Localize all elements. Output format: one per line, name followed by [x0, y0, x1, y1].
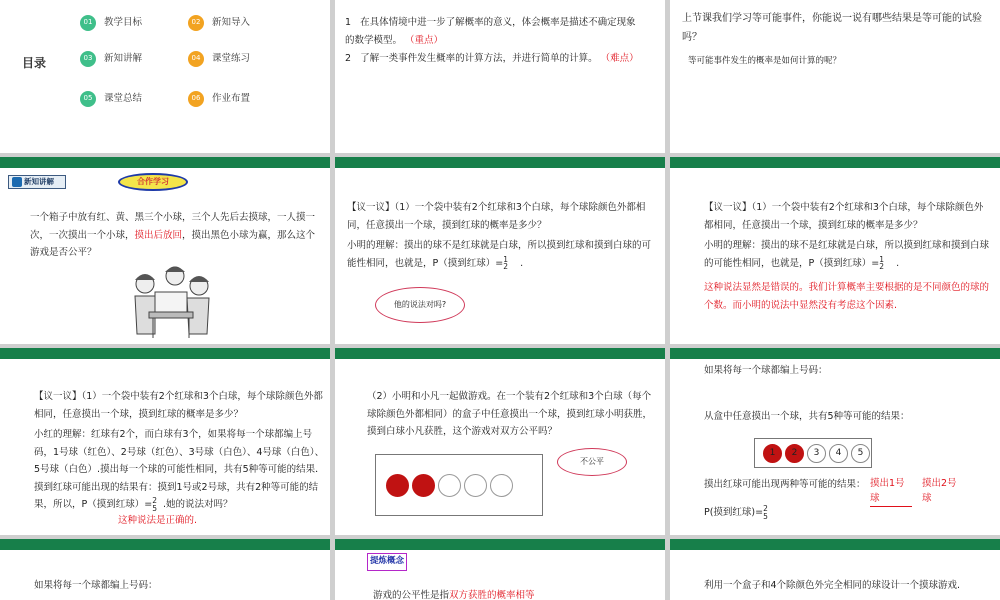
slide-header-bar [0, 157, 330, 168]
xiaohong-answer [34, 426, 326, 514]
toc-item-04[interactable] [188, 50, 250, 68]
discussion-question: 【议一议】（1）一个袋中装有2个红球和3个白球，每个球除颜色外都相同，任意摸出一个球，摸到红球的概率是多少？ [347, 202, 646, 231]
slide-header-bar [670, 539, 1000, 550]
slide-8-game[interactable] [335, 348, 665, 535]
answer-text: 小红的理解：红球有2个，而白球有3个，如果将每一个球都编上号码，1号球（红色）、2号球（红色）、3号球（白色）、4号球（白色）、5号球（白色）.摸出每一个球的可能性相同，共有5种等可能的结果．摸到红球可能出现的结果有：摸到1号或2号球，共有2种等可能的结果，所以，P（摸到红球）= [34, 429, 325, 511]
game-question: （2）小明和小凡一起做游戏。在一个装有2个红球和3个白球（每个球除颜色外都相同）的盒子中任意摸出一个球，摸到红球小明获胜，摸到白球小凡获胜，这个游戏对双方公平吗？ [367, 391, 653, 438]
answer-tail: .她的说法对吗？ [163, 499, 233, 511]
numbering-line-2: 从盒中任意摸出一个球，共有5种等可能的结果： [704, 411, 910, 422]
toc-num-05: 05 [80, 91, 96, 107]
goal-2-tag: （难点） [600, 53, 639, 64]
ball-2: 2 [785, 444, 804, 463]
slide-1-toc[interactable] [0, 0, 330, 153]
slide-11-concept[interactable] [335, 539, 665, 600]
fraction [879, 256, 884, 271]
thought-cloud: 不公平 [557, 448, 627, 476]
toc-num-01: 01 [80, 15, 96, 31]
answer-text: 小明的理解：摸出的球不是红球就是白球，所以摸到红球和摸到白球的可能性相同，也就是，P（摸到红球）= [704, 240, 990, 269]
badge-label: 新知讲解 [24, 177, 54, 187]
goal-1-tag: （重点） [405, 34, 444, 46]
toc-label: 新知导入 [212, 17, 251, 28]
fraction [503, 256, 508, 271]
toc-title: 目录 [22, 56, 47, 70]
red-ball [412, 474, 435, 497]
ball-4: 4 [829, 444, 848, 463]
red-ball [386, 474, 409, 497]
toc-label: 教学目标 [104, 17, 143, 28]
white-ball [464, 474, 487, 497]
p-label: P(摸到红球)= [704, 507, 764, 518]
new-knowledge-badge [8, 175, 66, 189]
xiaoming-answer [347, 237, 652, 272]
toc-label: 作业布置 [212, 93, 251, 104]
correction-note: 这种说法显然是错误的。我们计算概率主要根据的是不同颜色的球的个数。而小明的说法中显然没有考虑这个因素. [704, 282, 990, 311]
problem-part-b: ，摸出黑色小球为赢，那么这个游戏是否公平？ [30, 229, 316, 259]
slide-header-bar [670, 348, 1000, 359]
fairness-definition [373, 587, 535, 600]
fraction [763, 505, 768, 520]
fraction-denominator: 5 [763, 511, 768, 521]
toc-label: 课堂练习 [212, 53, 251, 64]
fraction-numerator: 1 [503, 254, 508, 264]
thought-cloud: 他的说法对吗? [375, 287, 465, 323]
intro-question: 上节课我们学习等可能事件，你能说一说有哪些结果是等可能的试验吗？ [682, 13, 982, 43]
ball-1: 1 [763, 444, 782, 463]
numbering-line-1: 如果将每一个球都编上号码： [704, 365, 828, 376]
numbering-line-3: 摸出红球可能出现两种等可能的结果： [704, 479, 866, 490]
slide-2-goals[interactable] [335, 0, 665, 153]
design-task: 利用一个盒子和4个除颜色外完全相同的球设计一个摸球游戏. [704, 580, 961, 591]
white-ball [490, 474, 513, 497]
toc-label: 课堂总结 [104, 93, 143, 104]
problem-red: 摸出后放回 [134, 229, 183, 241]
goal-2-num: 2 [345, 53, 352, 64]
toc-item-01[interactable] [80, 14, 142, 32]
toc-item-03[interactable] [80, 50, 142, 68]
students-illustration [125, 262, 215, 340]
slide-12-design[interactable] [670, 539, 1000, 600]
slide-header-bar [335, 348, 665, 359]
definition-red: 双方获胜的概率相等 [449, 590, 535, 600]
slide-4-cooperate[interactable] [0, 157, 330, 344]
toc-num-04: 04 [188, 51, 204, 67]
numbering-line: 如果将每一个球都编上号码： [34, 580, 158, 591]
ball-3: 3 [807, 444, 826, 463]
definition-text: 游戏的公平性是指 [373, 590, 450, 600]
fraction-numerator: 2 [152, 496, 157, 506]
fraction-denominator: 5 [152, 503, 157, 513]
intro-followup: 等可能事件发生的概率是如何计算的呢？ [688, 56, 842, 66]
discussion-question: 【议一议】（1）一个袋中装有2个红球和3个白球，每个球除颜色外都相同，任意摸出一个球，摸到红球的概率是多少？ [704, 202, 984, 231]
fraction-numerator: 2 [763, 504, 768, 513]
slide-header-bar [335, 539, 665, 550]
option-ball-1: 摸出1号球 [870, 476, 912, 507]
answer-text: 小明的理解：摸出的球不是红球就是白球，所以摸到红球和摸到白球的可能性相同，也就是，P（摸到红球）= [347, 240, 652, 269]
concept-badge: 提炼概念 [367, 553, 407, 571]
book-icon [12, 177, 22, 187]
numbered-balls [754, 438, 872, 468]
fraction-denominator: 2 [503, 262, 508, 272]
xiaoming-answer [704, 237, 989, 272]
goal-1-text: 在具体情境中进一步了解概率的意义，体会概率是描述不确定现象的数学模型。 [345, 17, 636, 46]
toc-num-02: 02 [188, 15, 204, 31]
fraction-denominator: 2 [879, 262, 884, 272]
option-ball-2: 摸出2号球 [922, 478, 957, 505]
slide-9-numbering[interactable] [670, 348, 1000, 535]
slide-7-xiaohong[interactable] [0, 348, 330, 535]
white-ball [438, 474, 461, 497]
correct-note: 这种说法是正确的. [118, 515, 198, 526]
goal-1-num: 1 [345, 17, 352, 28]
ball-box [375, 454, 543, 516]
answer-tail: . [896, 257, 900, 269]
cooperate-badge: 合作学习 [118, 173, 188, 191]
problem-part-a: 一个箱子中放有红、黄、黑三个小球，三个人先后去摸球，一人摸一次，一次摸出一个小球， [30, 212, 316, 241]
toc-num-03: 03 [80, 51, 96, 67]
slide-10-numbering[interactable] [0, 539, 330, 600]
toc-item-06[interactable] [188, 90, 250, 108]
answer-tail: . [520, 257, 524, 269]
toc-item-05[interactable] [80, 90, 142, 108]
slide-header-bar [0, 348, 330, 359]
toc-item-02[interactable] [188, 14, 250, 32]
slide-header-bar [0, 539, 330, 550]
ball-5: 5 [851, 444, 870, 463]
toc-num-06: 06 [188, 91, 204, 107]
discussion-question: 【议一议】（1）一个袋中装有2个红球和3个白球，每个球除颜色外都相同，任意摸出一个球，摸到红球的概率是多少？ [34, 391, 323, 420]
slide-header-bar [670, 157, 1000, 168]
problem-text [30, 209, 320, 262]
probability-result [704, 504, 768, 522]
fraction-numerator: 1 [879, 254, 884, 264]
fraction [152, 497, 157, 512]
slide-header-bar [335, 157, 665, 168]
toc-label: 新知讲解 [104, 53, 143, 64]
goal-2 [345, 50, 645, 68]
slide-3-intro[interactable] [670, 0, 1000, 153]
slide-5-xiaoming[interactable] [335, 157, 665, 344]
slide-6-analysis[interactable] [670, 157, 1000, 344]
goal-1 [345, 14, 645, 49]
goal-2-text: 了解一类事件发生概率的计算方法，并进行简单的计算。 [360, 53, 598, 64]
